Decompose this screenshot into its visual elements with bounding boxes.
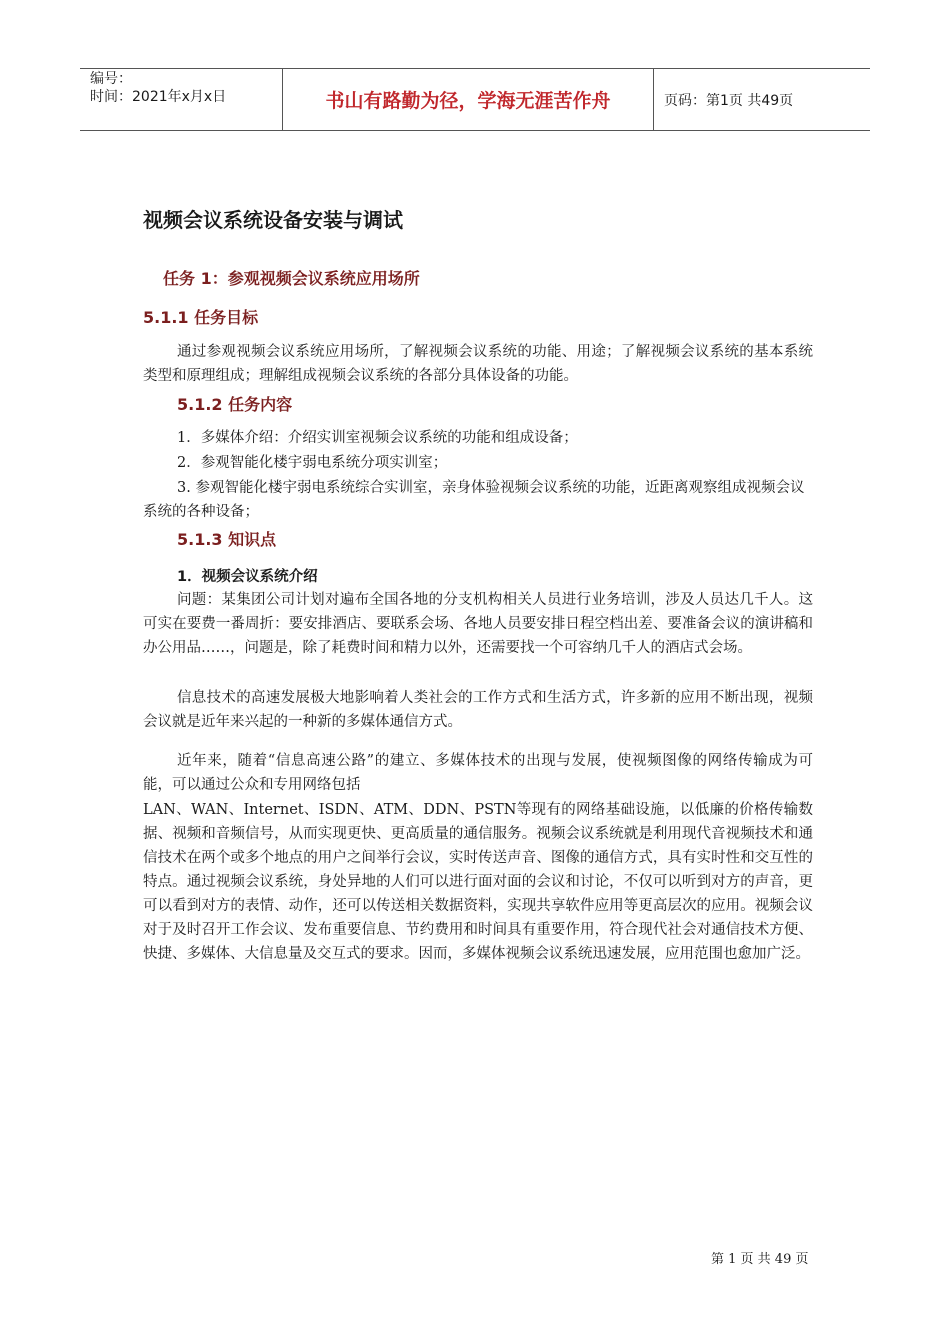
date-label: 时间：2021年x月x日 [90, 89, 227, 105]
paragraph-recent-years-intro: 近年来，随着“信息高速公路”的建立、多媒体技术的出现与发展，使视频图像的网络传输成为可能，可以通过公众和专用网络包括 [143, 753, 813, 793]
paragraph-info-tech: 信息技术的高速发展极大地影响着人类社会的工作方式和生活方式，许多新的应用不断出现，视频会议就是近年来兴起的一种新的多媒体通信方式。 [143, 690, 813, 730]
subheading-video-conference-intro: 1．视频会议系统介绍 [177, 569, 318, 585]
page-footer: 第 1 页 共 49 页 [711, 1252, 809, 1267]
paragraph-problem: 问题：某集团公司计划对遍布全国各地的分支机构相关人员进行业务培训，涉及人员达几千人。这可实在要费一番周折：要安排酒店、要联系会场、各地人员要安排日程空档出差、要准备会议的演讲稿和办公用品……，问题是，除了耗费时间和精力以外，还需要找一个可容纳几千人的酒店式会场。 [143, 592, 813, 656]
header-motto: 书山有路勤为径，学海无涯苦作舟 [282, 69, 654, 130]
task-title: 任务 1：参观视频会议系统应用场所 [163, 269, 420, 288]
task-item-1: 1．多媒体介绍：介绍实训室视频会议系统的功能和组成设备； [177, 430, 578, 446]
task-item-2: 2．参观智能化楼宇弱电系统分项实训室； [177, 455, 448, 471]
paragraph-recent-years-body: LAN、WAN、Internet、ISDN、ATM、DDN、PSTN等现有的网络基础设施，以低廉的价格传输数据、视频和音频信号，从而实现更快、更高质量的通信服务。视频会议系统就是利用现代音视频技术和通信技术在两个或多个地点的用户之间举行会议，实时传送声音、图像的通信方式，具有实时性和交互性的特点。通过视频会议系统，身处异地的人们可以进行面对面的会议和讨论，不仅可以听到对方的声音，更可以看到对方的表情、动作，还可以传送相关数据资料，实现共享软件应用等更高层次的应用。视频会议对于及时召开工作会议、发布重要信息、节约费用和时间具有重要作用，符合现代社会对通信技术方便、快捷、多媒体、大信息量及交互式的要求。因而，多媒体视频会议系统迅速发展，应用范围也愈加广泛。 [143, 802, 813, 962]
section-heading-5-1-1: 5.1.1 任务目标 [143, 308, 259, 327]
page-header [80, 68, 870, 131]
header-meta [80, 69, 282, 130]
section-5-1-1-paragraph: 通过参观视频会议系统应用场所，了解视频会议系统的功能、用途；了解视频会议系统的基本系统类型和原理组成；理解组成视频会议系统的各部分具体设备的功能。 [143, 344, 813, 384]
header-page-info: 页码：第1页 共49页 [664, 92, 794, 109]
section-heading-5-1-3: 5.1.3 知识点 [177, 530, 277, 549]
task-item-3: 3. 参观智能化楼宇弱电系统综合实训室，亲身体验视频会议系统的功能，近距离观察组成视频会议系统的各种设备； [143, 480, 805, 520]
document-title: 视频会议系统设备安装与调试 [143, 208, 403, 232]
section-heading-5-1-2: 5.1.2 任务内容 [177, 395, 293, 414]
serial-label: 编号： [90, 71, 132, 87]
